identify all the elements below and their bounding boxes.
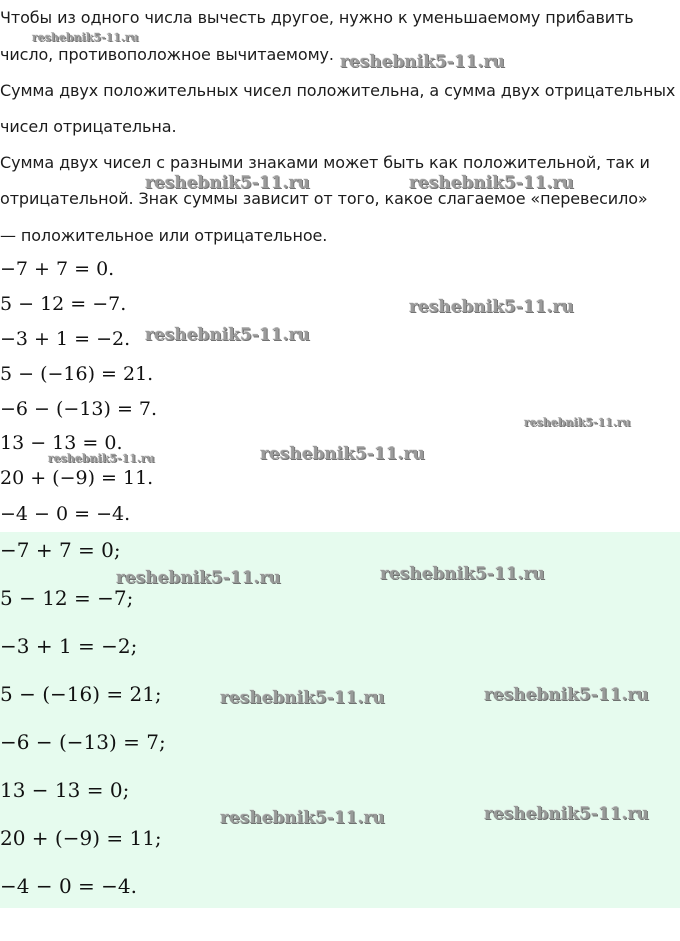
answer-equation: −3 + 1 = −2;	[0, 634, 138, 658]
watermark: reshebnik5-11.ru	[380, 564, 545, 584]
answer-equation: 5 − (−16) = 21;	[0, 682, 162, 706]
paragraph-line: число, противоположное вычитаемому.	[0, 45, 334, 64]
watermark: reshebnik5-11.ru	[48, 452, 155, 465]
equation: 13 − 13 = 0.	[0, 432, 123, 454]
answer-equation: 13 − 13 = 0;	[0, 778, 130, 802]
equation: −6 − (−13) = 7.	[0, 398, 158, 420]
equation: −4 − 0 = −4.	[0, 503, 131, 525]
equation: −3 + 1 = −2.	[0, 328, 131, 350]
answer-equation: −6 − (−13) = 7;	[0, 730, 166, 754]
watermark: reshebnik5-11.ru	[145, 325, 310, 345]
watermark: reshebnik5-11.ru	[484, 685, 649, 705]
answer-equation: −4 − 0 = −4.	[0, 874, 137, 898]
answer-equation: −7 + 7 = 0;	[0, 538, 121, 562]
equation: −7 + 7 = 0.	[0, 258, 115, 280]
answer-box	[0, 532, 680, 908]
equation: 5 − 12 = −7.	[0, 293, 127, 315]
answer-equation: 5 − 12 = −7;	[0, 586, 134, 610]
watermark: reshebnik5-11.ru	[220, 688, 385, 708]
watermark: reshebnik5-11.ru	[145, 173, 310, 193]
paragraph-line: Сумма двух чисел с разными знаками может быть как положительной, так и	[0, 153, 650, 172]
watermark: reshebnik5-11.ru	[220, 808, 385, 828]
paragraph-line: Сумма двух положительных чисел положительна, а сумма двух отрицательных	[0, 81, 676, 100]
watermark: reshebnik5-11.ru	[484, 804, 649, 824]
watermark: reshebnik5-11.ru	[524, 416, 631, 429]
watermark: reshebnik5-11.ru	[340, 52, 505, 72]
watermark: reshebnik5-11.ru	[260, 444, 425, 464]
watermark: reshebnik5-11.ru	[409, 173, 574, 193]
equation: 5 − (−16) = 21.	[0, 363, 154, 385]
paragraph-line: отрицательной. Знак суммы зависит от того, какое слагаемое «перевесило»	[0, 189, 648, 208]
watermark: reshebnik5-11.ru	[32, 31, 139, 44]
equation: 20 + (−9) = 11.	[0, 467, 154, 489]
paragraph-line: Чтобы из одного числа вычесть другое, нужно к уменьшаемому прибавить	[0, 8, 634, 27]
watermark: reshebnik5-11.ru	[116, 568, 281, 588]
watermark: reshebnik5-11.ru	[409, 297, 574, 317]
answer-equation: 20 + (−9) = 11;	[0, 826, 162, 850]
paragraph-line: — положительное или отрицательное.	[0, 226, 328, 245]
paragraph-line: чисел отрицательна.	[0, 117, 177, 136]
